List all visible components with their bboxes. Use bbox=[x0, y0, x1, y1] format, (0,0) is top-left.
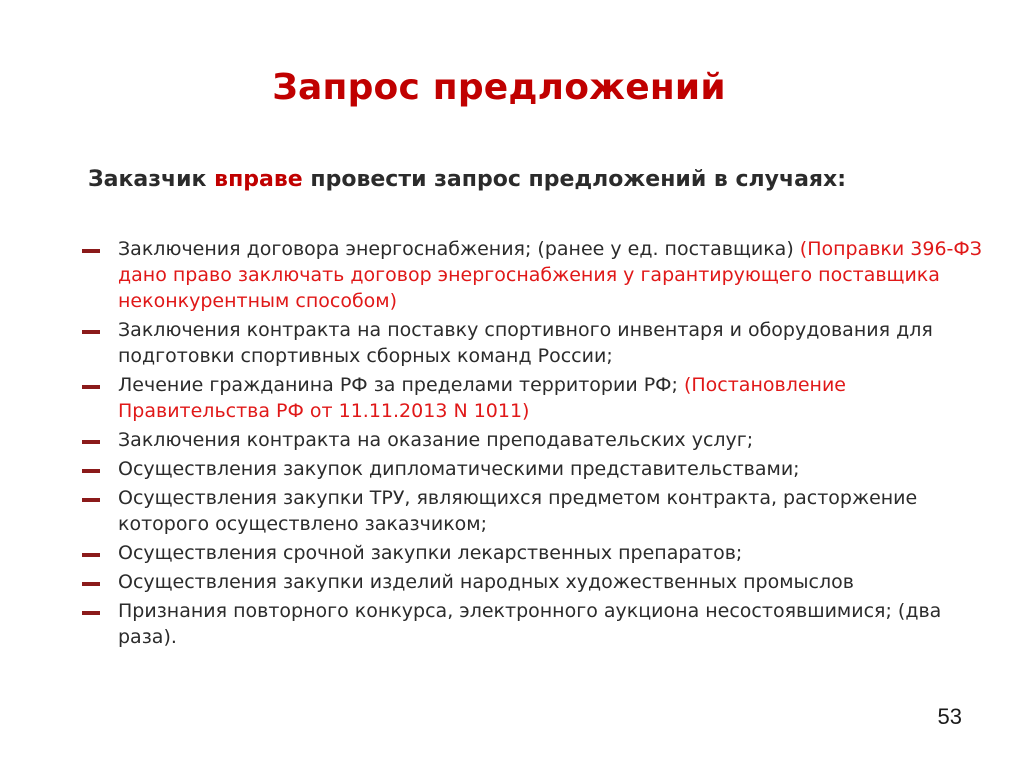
list-item bbox=[82, 569, 1002, 595]
dash-bullet-icon bbox=[82, 611, 100, 615]
slide-title: Запрос предложений bbox=[272, 67, 726, 108]
subtitle-part-2: провести запрос предложений в случаях: bbox=[302, 167, 847, 192]
list-item-text: Заключения контракта на оказание преподавательских услуг; bbox=[118, 429, 754, 451]
list-item-text: Осуществления закупки ТРУ, являющихся предметом контракта, расторжение которого осуществлено заказчиком; bbox=[118, 487, 918, 535]
list-item-text: Заключения контракта на поставку спортивного инвентаря и оборудования для подготовки спортивных сборных команд России; bbox=[118, 319, 933, 367]
list-item bbox=[82, 598, 1002, 650]
list-item bbox=[82, 372, 1002, 424]
list-item bbox=[82, 427, 1002, 453]
list-item bbox=[82, 317, 1002, 369]
dash-bullet-icon bbox=[82, 330, 100, 334]
dash-bullet-icon bbox=[82, 385, 100, 389]
dash-bullet-icon bbox=[82, 553, 100, 557]
list-item-note: (Постановление Правительства РФ от 11.11.2013 N 1011) bbox=[118, 374, 846, 422]
list-item-text: Признания повторного конкурса, электронного аукциона несостоявшимися; (два раза). bbox=[118, 600, 942, 648]
cases-list bbox=[82, 236, 1002, 653]
dash-bullet-icon bbox=[82, 469, 100, 473]
subtitle-highlight: вправе bbox=[214, 167, 303, 192]
list-item-text: Заключения договора энергоснабжения; (ранее у ед. поставщика) bbox=[118, 238, 800, 260]
page-number: 53 bbox=[937, 704, 962, 729]
dash-bullet-icon bbox=[82, 582, 100, 586]
dash-bullet-icon bbox=[82, 440, 100, 444]
list-item-text: Осуществления закупки изделий народных художественных промыслов bbox=[118, 571, 854, 593]
list-item bbox=[82, 540, 1002, 566]
dash-bullet-icon bbox=[82, 498, 100, 502]
list-item-text: Осуществления закупок дипломатическими представительствами; bbox=[118, 458, 800, 480]
list-item bbox=[82, 485, 1002, 537]
slide-subtitle bbox=[88, 163, 988, 197]
list-item-note: (Поправки 396-ФЗ дано право заключать договор энергоснабжения у гарантирующего поставщика неконкурентным способом) bbox=[118, 238, 982, 312]
subtitle-part-1: Заказчик bbox=[88, 167, 215, 192]
dash-bullet-icon bbox=[82, 249, 100, 253]
list-item-text: Лечение гражданина РФ за пределами территории РФ; bbox=[118, 374, 684, 396]
list-item bbox=[82, 456, 1002, 482]
list-item-text: Осуществления срочной закупки лекарственных препаратов; bbox=[118, 542, 743, 564]
list-item bbox=[82, 236, 1002, 314]
